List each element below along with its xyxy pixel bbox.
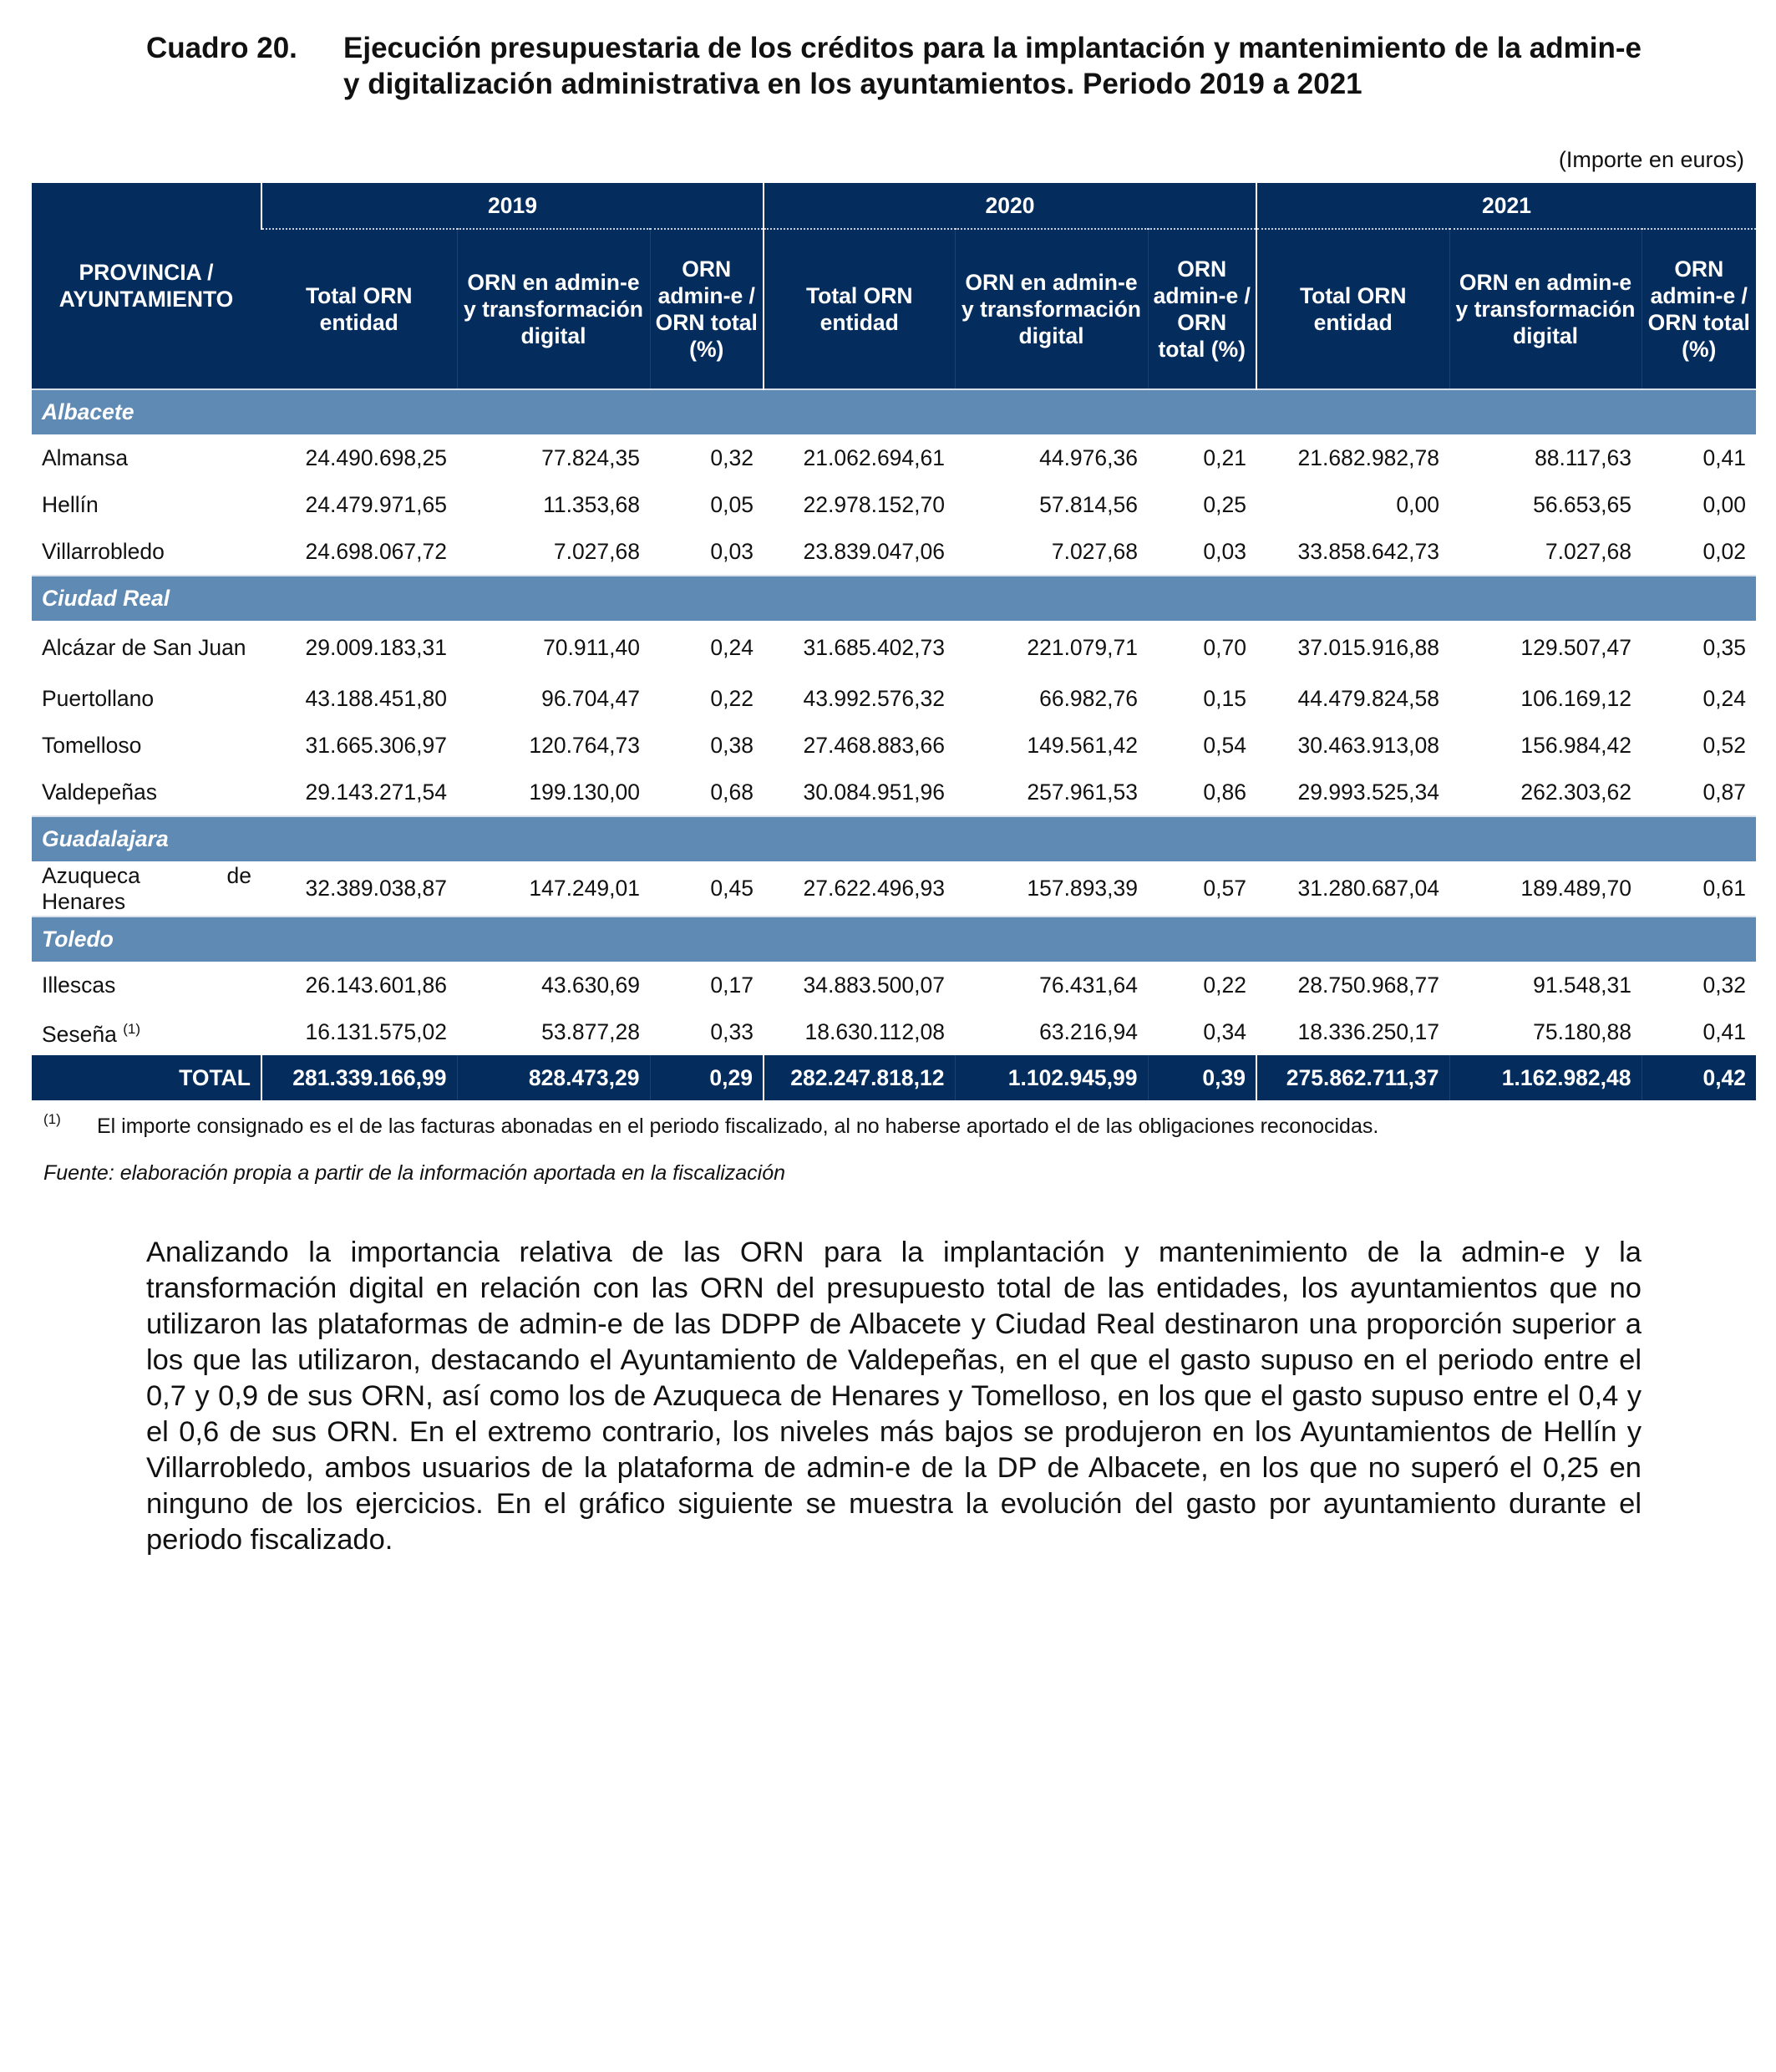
value-cell: 0,17 <box>710 972 754 998</box>
value-cell: 0,25 <box>1203 491 1246 517</box>
caption-text: Ejecución presupuestaria de los créditos para la implantación y mantenimiento de la admin-e y digitalización administrativa en los ayuntamientos. <box>343 32 1642 100</box>
value-cell: 11.353,68 <box>543 491 640 517</box>
value-cell: 26.143.601,86 <box>305 972 447 998</box>
province-row <box>32 389 1756 434</box>
value-cell: 31.280.687,04 <box>1297 876 1439 901</box>
value-cell: 0,00 <box>1396 491 1439 517</box>
municipality-name: Azuqueca de Henares <box>42 862 251 914</box>
value-cell: 96.704,47 <box>541 685 640 711</box>
footnote-mark: (1) <box>43 1111 61 1127</box>
value-cell: 0,86 <box>1203 779 1246 805</box>
municipality-name: Seseña <box>42 1021 117 1047</box>
caption-number: Cuadro 20. <box>146 32 297 64</box>
header-ratio: ORN admin-e / ORN total (%) <box>1148 229 1256 389</box>
value-cell: 0,32 <box>710 444 754 470</box>
value-cell: 0,32 <box>1702 972 1747 998</box>
value-cell: 44.479.824,58 <box>1297 685 1439 711</box>
value-cell: 0,02 <box>1702 538 1747 564</box>
value-cell: 29.993.525,34 <box>1297 779 1439 805</box>
header-total-orn: Total ORN entidad <box>1256 229 1449 389</box>
value-cell: 43.188.451,80 <box>305 685 447 711</box>
value-cell: 27.622.496,93 <box>803 876 945 901</box>
table-row <box>32 1008 1756 1055</box>
footnote-text: El importe consignado es el de las facturas abonadas en el periodo fiscalizado, al no haberse aportado el de las obligaciones reconocidas. <box>97 1115 1379 1138</box>
value-cell: 24.490.698,25 <box>305 444 447 470</box>
value-cell: 0,24 <box>710 635 754 660</box>
header-year: 2020 <box>764 183 1256 229</box>
value-cell: 56.653,65 <box>1533 491 1631 517</box>
value-cell: 0,38 <box>710 732 754 758</box>
value-cell: 63.216,94 <box>1039 1018 1138 1044</box>
value-cell: 0,24 <box>1702 685 1747 711</box>
value-cell: 828.473,29 <box>457 1055 650 1100</box>
value-cell: 275.862.711,37 <box>1256 1055 1449 1100</box>
value-cell: 0,57 <box>1203 876 1246 901</box>
province-row <box>32 576 1756 621</box>
source-note: Fuente: elaboración propia a partir de la información aportada en la fiscalización <box>43 1161 786 1185</box>
value-cell: 0,35 <box>1702 635 1747 660</box>
table-row <box>32 621 1756 675</box>
province-name: Albacete <box>32 389 1756 434</box>
value-cell: 257.961,53 <box>1027 779 1138 805</box>
budget-table <box>32 183 1756 1100</box>
value-cell: 0,05 <box>710 491 754 517</box>
municipality-name: Almansa <box>42 444 129 470</box>
value-cell: 0,22 <box>1203 972 1246 998</box>
table-caption <box>146 30 1642 102</box>
province-name: Guadalajara <box>32 816 1756 861</box>
municipality-name: Valdepeñas <box>42 779 158 805</box>
header-year: 2019 <box>261 183 764 229</box>
value-cell: 16.131.575,02 <box>305 1018 447 1044</box>
table-row <box>32 962 1756 1008</box>
value-cell: 157.893,39 <box>1027 876 1138 901</box>
municipality-name: Puertollano <box>42 685 155 711</box>
municipality-name: Hellín <box>42 491 99 517</box>
municipality-name: Illescas <box>42 972 116 998</box>
province-name: Toledo <box>32 917 1756 962</box>
value-cell: 18.336.250,17 <box>1297 1018 1439 1044</box>
body-paragraph: Analizando la importancia relativa de las ORN para la implantación y mantenimiento de la admin-e y la transformación digital en relación con las ORN del presupuesto total de las entidades, los ayuntamientos que no utilizaron las plataformas de admin-e de las DDPP de Albacete y Ciudad Real destinaron una proporción superior a los que las utilizaron, destacando el Ayuntamiento de Valdepeñas, en el que el gasto supuso en el periodo entre el 0,7 y 0,9 de sus ORN, así como los de Azuqueca de Henares y Tomelloso, en los que el gasto supuso entre el 0,4 y el 0,6 de sus ORN. En el extremo contrario, los niveles más bajos se produjeron en los Ayuntamientos de Hellín y Villarrobledo, ambos usuarios de la plataforma de admin-e de la DP de Albacete, en los que no superó el 0,25 en ninguno de los ejercicios. En el gráfico siguiente se muestra la evolución del gasto por ayuntamiento durante el periodo fiscalizado. <box>146 1237 1642 1556</box>
value-cell: 22.978.152,70 <box>803 491 945 517</box>
total-label: TOTAL <box>32 1055 261 1100</box>
units-note: (Importe en euros) <box>1558 147 1744 172</box>
value-cell: 120.764,73 <box>529 732 640 758</box>
value-cell: 0,33 <box>710 1018 754 1044</box>
value-cell: 0,68 <box>710 779 754 805</box>
header-orn-admin-e: ORN en admin-e y transformación digital <box>955 229 1148 389</box>
footnote-ref: (1) <box>123 1021 141 1038</box>
header-year: 2021 <box>1256 183 1756 229</box>
value-cell: 0,34 <box>1203 1018 1246 1044</box>
value-cell: 0,41 <box>1702 1018 1747 1044</box>
value-cell: 0,52 <box>1702 732 1747 758</box>
value-cell: 1.102.945,99 <box>955 1055 1148 1100</box>
value-cell: 24.698.067,72 <box>305 538 447 564</box>
value-cell: 33.858.642,73 <box>1297 538 1439 564</box>
value-cell: 31.665.306,97 <box>305 732 447 758</box>
value-cell: 44.976,36 <box>1039 444 1138 470</box>
table-body <box>32 389 1756 1100</box>
table-row <box>32 528 1756 576</box>
caption-period: Periodo 2019 a 2021 <box>1082 68 1362 100</box>
province-row <box>32 816 1756 861</box>
value-cell: 156.984,42 <box>1520 732 1631 758</box>
value-cell: 0,22 <box>710 685 754 711</box>
municipality-name: Tomelloso <box>42 732 142 758</box>
value-cell: 30.463.913,08 <box>1297 732 1439 758</box>
value-cell: 28.750.968,77 <box>1297 972 1439 998</box>
header-orn-admin-e: ORN en admin-e y transformación digital <box>1449 229 1642 389</box>
value-cell: 189.489,70 <box>1520 876 1631 901</box>
value-cell: 0,21 <box>1203 444 1246 470</box>
value-cell: 0,03 <box>710 538 754 564</box>
municipality-name: Villarrobledo <box>42 538 165 564</box>
province-row <box>32 917 1756 962</box>
value-cell: 1.162.982,48 <box>1449 1055 1642 1100</box>
value-cell: 282.247.818,12 <box>764 1055 955 1100</box>
value-cell: 0,00 <box>1702 491 1747 517</box>
table-row <box>32 434 1756 481</box>
header-ratio: ORN admin-e / ORN total (%) <box>650 229 764 389</box>
header-total-orn: Total ORN entidad <box>261 229 457 389</box>
value-cell: 0,61 <box>1702 876 1747 901</box>
value-cell: 262.303,62 <box>1520 779 1631 805</box>
table-row <box>32 675 1756 722</box>
value-cell: 149.561,42 <box>1027 732 1138 758</box>
footnote <box>43 1111 1379 1139</box>
value-cell: 88.117,63 <box>1535 444 1631 470</box>
table-row <box>32 481 1756 528</box>
value-cell: 66.982,76 <box>1039 685 1138 711</box>
value-cell: 70.911,40 <box>543 635 640 660</box>
value-cell: 27.468.883,66 <box>803 732 945 758</box>
value-cell: 31.685.402,73 <box>803 635 945 660</box>
value-cell: 221.079,71 <box>1027 635 1138 660</box>
value-cell: 0,45 <box>710 876 754 901</box>
value-cell: 0,39 <box>1148 1055 1256 1100</box>
header-orn-admin-e: ORN en admin-e y transformación digital <box>457 229 650 389</box>
value-cell: 34.883.500,07 <box>803 972 945 998</box>
header-total-orn: Total ORN entidad <box>764 229 955 389</box>
table-row <box>32 722 1756 769</box>
value-cell: 0,54 <box>1203 732 1246 758</box>
value-cell: 0,29 <box>650 1055 764 1100</box>
value-cell: 0,03 <box>1203 538 1246 564</box>
value-cell: 7.027,68 <box>1545 538 1631 564</box>
value-cell: 106.169,12 <box>1520 685 1631 711</box>
table-row <box>32 861 1756 917</box>
header-province: PROVINCIA / AYUNTAMIENTO <box>32 183 261 389</box>
value-cell: 75.180,88 <box>1533 1018 1631 1044</box>
value-cell: 53.877,28 <box>541 1018 640 1044</box>
value-cell: 199.130,00 <box>529 779 640 805</box>
value-cell: 76.431,64 <box>1039 972 1138 998</box>
value-cell: 29.009.183,31 <box>305 635 447 660</box>
value-cell: 23.839.047,06 <box>803 538 945 564</box>
value-cell: 0,15 <box>1203 685 1246 711</box>
value-cell: 7.027,68 <box>1051 538 1138 564</box>
value-cell: 30.084.951,96 <box>803 779 945 805</box>
municipality-name: Alcázar de San Juan <box>42 635 246 660</box>
province-name: Ciudad Real <box>32 576 1756 621</box>
value-cell: 21.062.694,61 <box>803 444 945 470</box>
value-cell: 0,70 <box>1203 635 1246 660</box>
value-cell: 77.824,35 <box>541 444 640 470</box>
value-cell: 0,87 <box>1702 779 1747 805</box>
total-row <box>32 1055 1756 1100</box>
value-cell: 43.630,69 <box>541 972 640 998</box>
value-cell: 147.249,01 <box>529 876 640 901</box>
value-cell: 43.992.576,32 <box>803 685 945 711</box>
value-cell: 129.507,47 <box>1520 635 1631 660</box>
value-cell: 7.027,68 <box>553 538 640 564</box>
table-row <box>32 769 1756 816</box>
value-cell: 24.479.971,65 <box>305 491 447 517</box>
value-cell: 0,41 <box>1702 444 1747 470</box>
value-cell: 32.389.038,87 <box>305 876 447 901</box>
value-cell: 18.630.112,08 <box>804 1018 945 1044</box>
value-cell: 29.143.271,54 <box>305 779 447 805</box>
header-ratio: ORN admin-e / ORN total (%) <box>1642 229 1756 389</box>
value-cell: 21.682.982,78 <box>1297 444 1439 470</box>
value-cell: 37.015.916,88 <box>1297 635 1439 660</box>
value-cell: 57.814,56 <box>1039 491 1138 517</box>
value-cell: 281.339.166,99 <box>261 1055 457 1100</box>
value-cell: 91.548,31 <box>1533 972 1631 998</box>
value-cell: 0,42 <box>1642 1055 1756 1100</box>
